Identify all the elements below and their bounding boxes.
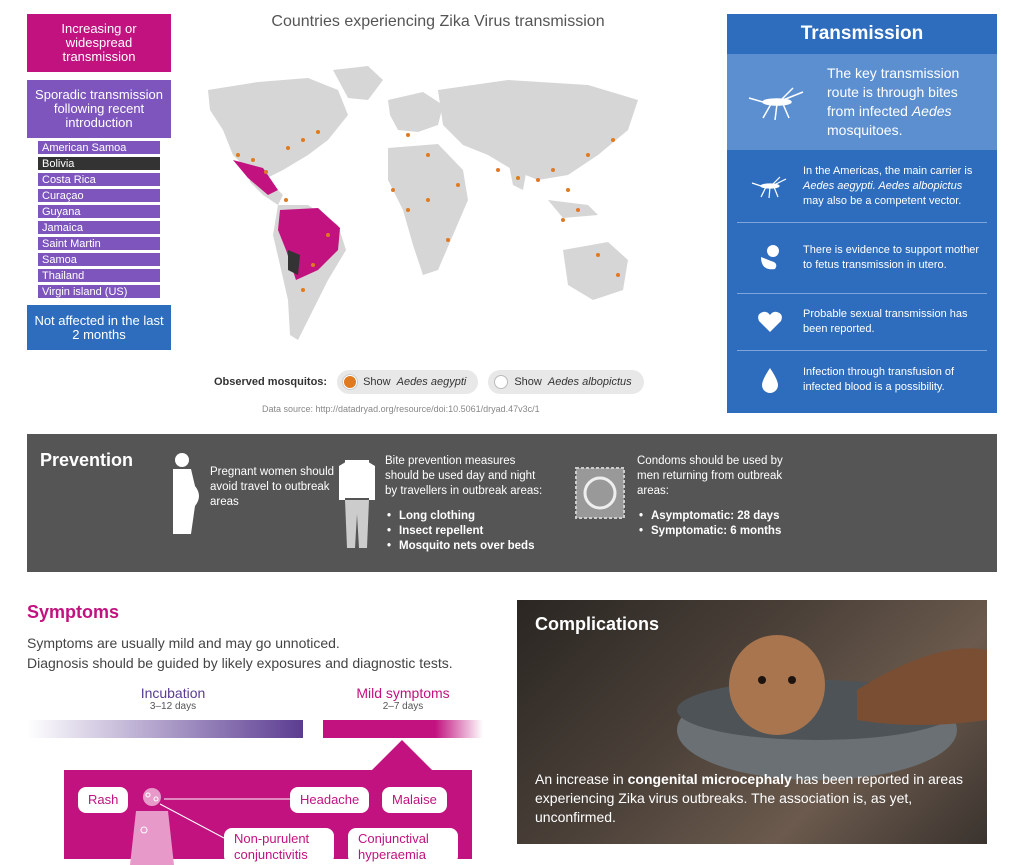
symptom-tag-conjunctivitis[interactable]: Non-purulent conjunctivitis [224, 828, 334, 864]
complications-panel [517, 600, 987, 844]
incubation-phase [110, 685, 236, 712]
key-text-b: Aedes [911, 103, 952, 119]
key-text-a: The key transmission route is through bites from infected [827, 65, 960, 119]
bite-item: • Insect repellent [385, 524, 545, 539]
symptoms-title: Symptoms [27, 602, 120, 622]
bite-item: • Long clothing [385, 509, 545, 524]
country-item[interactable]: Thailand [37, 268, 161, 283]
key-text-c: mosquitoes. [827, 122, 903, 138]
symptoms-intro [27, 633, 453, 673]
bite-prevention [385, 454, 545, 554]
symptom-connectors [64, 770, 472, 859]
landmass [208, 66, 638, 340]
country-item[interactable]: Samoa [37, 252, 161, 267]
country-item[interactable]: Costa Rica [37, 172, 161, 187]
symptom-tag-malaise[interactable]: Malaise [382, 787, 447, 813]
condom-text: Condoms should be used by men returning from outbreak areas: [637, 455, 783, 497]
condom-advice [637, 454, 787, 539]
mild-label: Mild symptoms [356, 685, 450, 701]
toggle-aegypti[interactable] [337, 370, 478, 394]
mild-days: 2–7 days [382, 701, 424, 712]
transmission-blood [737, 351, 987, 409]
country-item[interactable]: Guyana [37, 204, 161, 219]
legend-sporadic: Sporadic transmission following recent introduction [27, 80, 171, 138]
carrier-text-c: may also be a competent vector. [803, 194, 962, 207]
pregnant-text: Pregnant women should avoid travel to outbreak areas [210, 466, 335, 508]
mosquito-toggles [214, 370, 644, 394]
comp-text-b: congenital microcephaly [627, 771, 792, 787]
data-source: Data source: http://datadryad.org/resource/doi:10.5061/dryad.47v3c/1 [262, 404, 540, 414]
blood-text: Infection through transfusion of infected blood is a possibility. [803, 366, 955, 393]
sexual-text: Probable sexual transmission has been reported. [803, 308, 968, 335]
toggle-aegypti-species: Aedes aegypti [396, 376, 467, 388]
map-title: Countries experiencing Zika Virus transmission [271, 13, 605, 30]
fetus-icon [737, 243, 803, 273]
symptom-tag-hyperaemia[interactable]: Conjunctival hyperaemia [348, 828, 458, 864]
legend-increasing: Increasing or widespread transmission [27, 14, 171, 72]
symptom-tag-rash[interactable]: Rash [78, 787, 128, 813]
condom-icon [575, 467, 625, 519]
mother-text: There is evidence to support mother to fetus transmission in utero. [803, 244, 980, 271]
toggle-albopictus[interactable] [488, 370, 643, 394]
condom-item: • Symptomatic: 6 months [637, 524, 787, 539]
complications-title: Complications [535, 614, 660, 634]
country-item-selected[interactable]: Bolivia [37, 156, 161, 171]
symptoms-line-1: Symptoms are usually mild and may go unnoticed. [27, 635, 340, 651]
observed-label: Observed mosquitos: [214, 376, 328, 388]
bite-item: • Mosquito nets over beds [385, 539, 545, 554]
country-item[interactable]: Virgin island (US) [37, 284, 161, 299]
prevention-title: Prevention [40, 450, 134, 470]
transmission-carrier [737, 150, 987, 223]
incubation-bar [27, 720, 303, 738]
complications-text [535, 770, 975, 827]
mosquito-small-icon [737, 173, 803, 199]
toggle-aegypti-prefix: Show [363, 376, 391, 388]
country-item[interactable]: Curaçao [37, 188, 161, 203]
symptoms-panel [64, 770, 472, 862]
toggle-off-icon [494, 375, 508, 389]
mild-bar [323, 720, 483, 738]
bite-text: Bite prevention measures should be used day and night by travellers in outbreak areas: [385, 455, 543, 497]
carrier-text-a: In the Americas, the main carrier is [803, 164, 973, 177]
long-clothing-icon [337, 458, 377, 550]
comp-text-a: An increase in [535, 771, 624, 787]
symptoms-line-2: Diagnosis should be guided by likely exposures and diagnostic tests. [27, 655, 453, 671]
incubation-label: Incubation [140, 685, 206, 701]
transmission-panel [727, 14, 997, 413]
incubation-days: 3–12 days [149, 701, 197, 712]
transmission-key [727, 54, 997, 150]
mosquito-icon [727, 82, 827, 122]
legend-not-affected: Not affected in the last 2 months [27, 305, 171, 350]
heart-icon [737, 310, 803, 334]
toggle-albopictus-prefix: Show [514, 376, 542, 388]
comp-text-c: has been reported in areas experiencing Zika virus outbreaks. The association is, as yet, unconfirmed. [535, 771, 964, 825]
world-map[interactable] [168, 60, 668, 360]
toggle-albopictus-species: Aedes albopictus [547, 376, 632, 388]
transmission-title: Transmission [800, 23, 924, 44]
prevention-panel [27, 434, 997, 572]
symptom-tag-headache[interactable]: Headache [290, 787, 369, 813]
country-item[interactable]: Jamaica [37, 220, 161, 235]
condom-item: • Asymptomatic: 28 days [637, 509, 787, 524]
country-item[interactable]: Saint Martin [37, 236, 161, 251]
blood-drop-icon [737, 366, 803, 394]
country-list [37, 140, 161, 300]
toggle-on-icon [343, 375, 357, 389]
transmission-mother [737, 223, 987, 294]
panel-pointer [372, 740, 432, 770]
mild-phase [340, 685, 466, 712]
country-item[interactable]: American Samoa [37, 140, 161, 155]
carrier-text-b: Aedes aegypti. Aedes albopictus [803, 179, 963, 192]
pregnant-woman-icon [165, 452, 203, 534]
transmission-sexual [737, 294, 987, 351]
